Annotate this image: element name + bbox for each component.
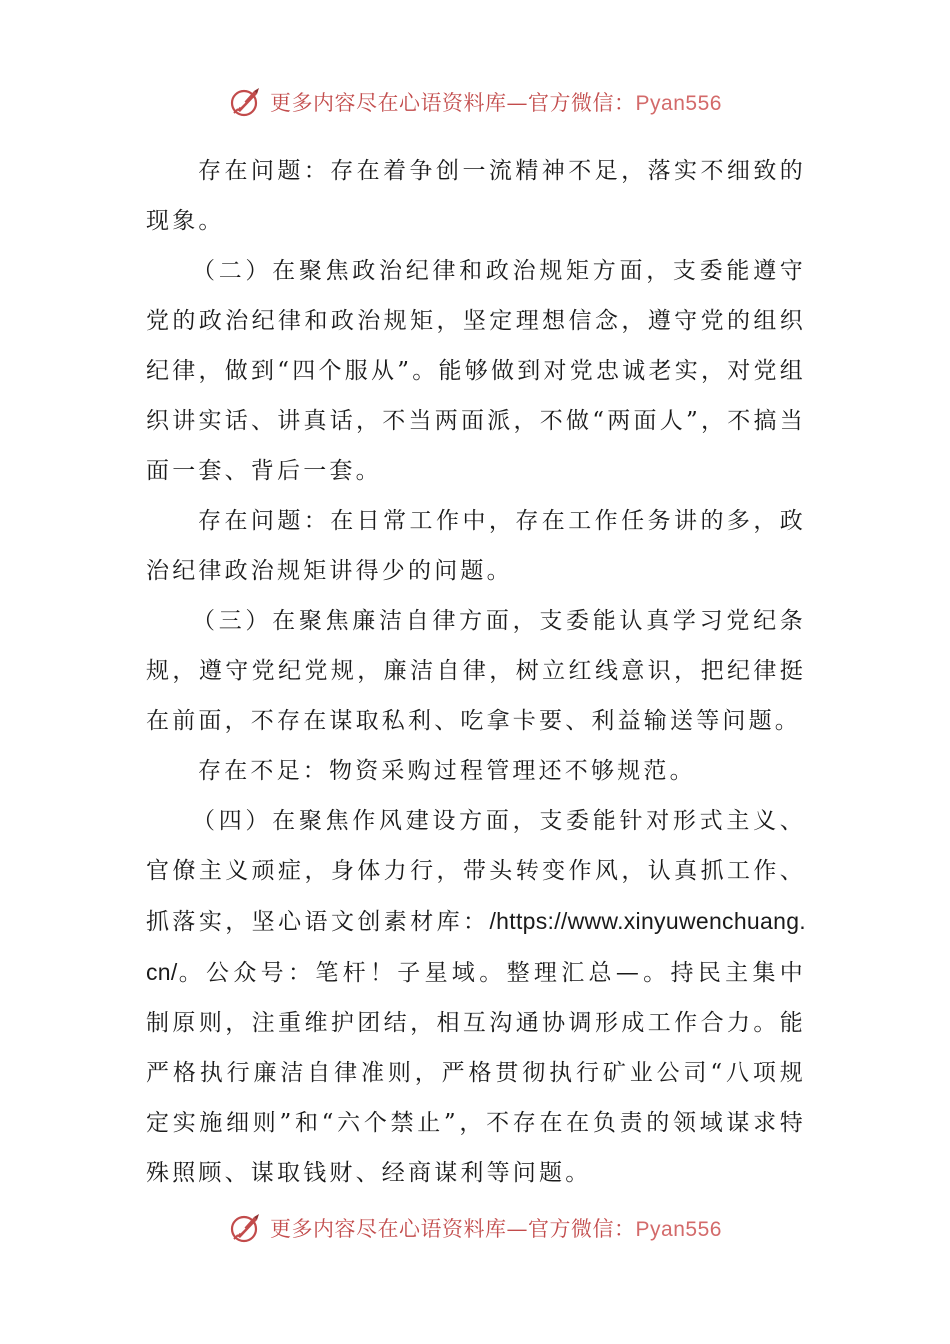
header-wechat-id: Pyan556 [635,92,722,115]
quill-seal-logo-icon [228,85,262,119]
document-body [146,146,806,1198]
header-banner-text: 更多内容尽在心语资料库—官方微信：Pyan556 [270,91,722,115]
section-4-part1: （四）在聚焦作风建设方面，支委能针对形式主义、官僚主义顽症，身体力行，带头转变作风，认真抓工作、抓落实，坚心语文创素材库： [146,808,806,935]
paragraph-section-4 [146,796,806,1198]
paragraph-section-2: （二）在聚焦政治纪律和政治规矩方面，支委能遵守党的政治纪律和政治规矩，坚定理想信念，遵守党的组织纪律，做到“四个服从”。能够做到对党忠诚老实，对党组织讲实话、讲真话，不当两面派，不做“两面人”，不搞当面一套、背后一套。 [146,258,806,484]
footer-watermark-banner [0,1208,950,1248]
quill-seal-logo-icon [228,1211,262,1245]
paragraph-problem-2: 存在问题：在日常工作中，存在工作任务讲的多，政治纪律政治规矩讲得少的问题。 [146,508,806,584]
footer-banner-text: 更多内容尽在心语资料库—官方微信：Pyan556 [270,1217,722,1241]
footer-wechat-id: Pyan556 [635,1218,722,1241]
paragraph-problem-1: 存在问题：存在着争创一流精神不足，落实不细致的现象。 [146,158,806,234]
paragraph-shortfall-3: 存在不足：物资采购过程管理还不够规范。 [198,758,696,784]
header-watermark-banner [0,82,950,122]
section-4-url: /https://www.xinyuwenchuang.cn/ [146,908,806,985]
section-4-part2: 。公众号：笔杆！子星域。整理汇总—。持民主集中制原则，注重维护团结，相互沟通协调形成工作合力。能严格执行廉洁自律准则，严格贯彻执行矿业公司“八项规定实施细则”和“六个禁止”，不存在在负责的领域谋求特殊照顾、谋取钱财、经商谋利等问题。 [146,960,806,1186]
paragraph-section-3: （三）在聚焦廉洁自律方面，支委能认真学习党纪条规，遵守党纪党规，廉洁自律，树立红线意识，把纪律挺在前面，不存在谋取私利、吃拿卡要、利益输送等问题。 [146,608,806,734]
